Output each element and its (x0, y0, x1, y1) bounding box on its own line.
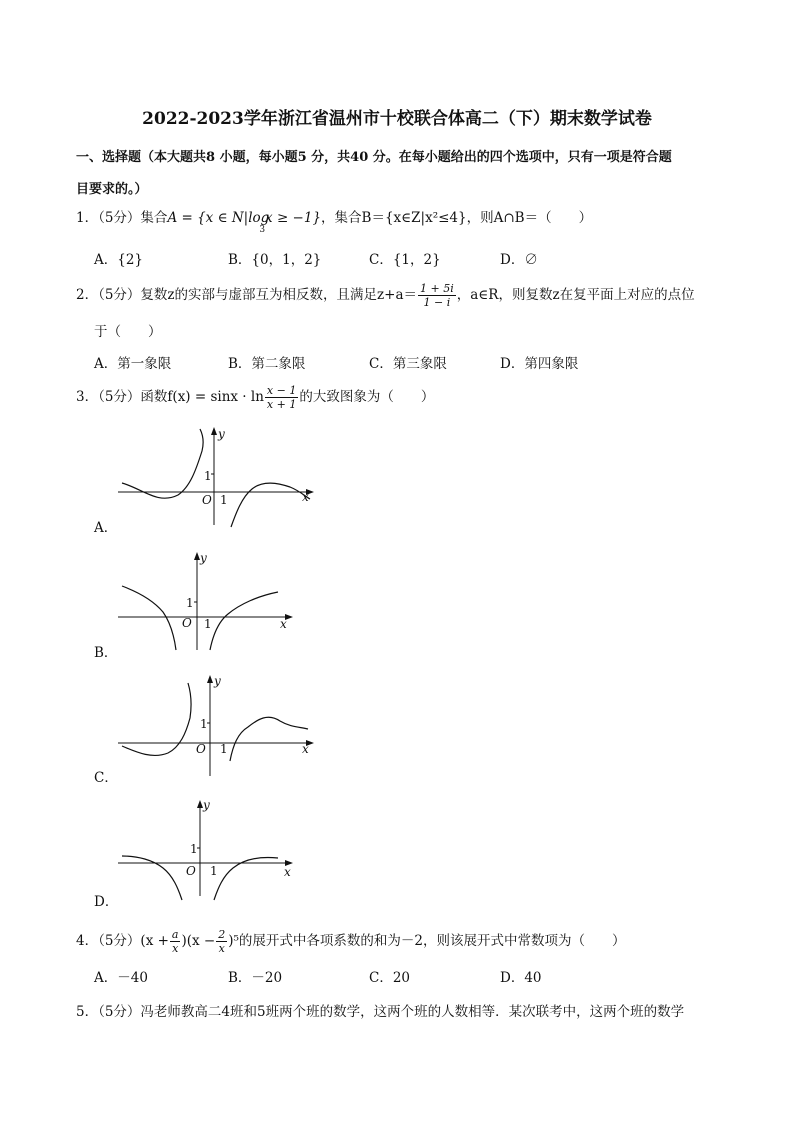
q4-text-c: )⁵的展开式中各项系数的和为－2，则该展开式中常数项为（ ） (228, 933, 626, 949)
q3-fraction-den: x + 1 (266, 398, 297, 411)
graph-c-x-label: x (302, 742, 309, 756)
graph-a-y-one: 1 (204, 469, 212, 483)
graph-b-x-label: x (280, 617, 287, 631)
q4-option-a[interactable]: A．－40 (94, 970, 148, 986)
graph-a-origin: O (202, 493, 212, 507)
q1-log-base: 3 (259, 225, 266, 235)
graph-c-origin: O (196, 742, 206, 756)
q3-text-b: 的大致图象为（ ） (299, 389, 435, 405)
graph-d-y-one: 1 (190, 842, 198, 856)
q2-option-c[interactable]: C．第三象限 (369, 356, 447, 372)
q2-fraction (418, 282, 456, 309)
q1-set-b: ，集合B＝{x∈Z|x²≤4}，则A∩B＝（ ） (321, 210, 593, 226)
section-heading-line2: 目要求的。） (76, 182, 148, 197)
q2-option-a[interactable]: A．第一象限 (94, 356, 172, 372)
question-2 (76, 282, 695, 309)
q1-option-b[interactable]: B．{0，1，2} (228, 252, 322, 268)
q4-option-b[interactable]: B．－20 (228, 970, 283, 986)
q3-option-b[interactable]: B． (94, 645, 118, 661)
q1-set-a-tail: x ≥ −1} (265, 210, 322, 226)
q3-text-a: 3．（5分）函数f(x) = sinx · ln (76, 389, 264, 405)
graph-a-x-one: 1 (220, 493, 228, 507)
graph-b-x-one: 1 (204, 617, 212, 631)
q3-fraction-num: x − 1 (266, 384, 297, 397)
graph-a-x-label: x (302, 490, 309, 504)
q4-fraction-1 (170, 928, 181, 955)
question-3 (76, 384, 434, 411)
q3-fraction (265, 384, 298, 411)
q4-option-c[interactable]: C．20 (369, 970, 411, 986)
q3-option-a[interactable]: A． (94, 520, 118, 536)
q2-fraction-den: 1 − i (423, 296, 451, 309)
graph-d-x-one: 1 (210, 864, 218, 878)
q1-prefix: 1．（5分）集合 (76, 210, 168, 226)
q2-line2: 于（ ） (94, 324, 162, 340)
q4-option-d[interactable]: D．40 (500, 970, 542, 986)
question-4 (76, 928, 626, 955)
graph-b-origin: O (182, 616, 192, 630)
q2-text-a: 2．（5分）复数z的实部与虚部互为相反数，且满足z+a＝ (76, 287, 418, 303)
graph-c-y-label: y (214, 674, 221, 688)
graph-b[interactable] (118, 550, 298, 655)
graph-c-y-one: 1 (200, 717, 208, 731)
q2-fraction-num: 1 + 5i (420, 282, 454, 295)
graph-c[interactable] (118, 673, 323, 783)
q3-option-d[interactable]: D． (94, 894, 119, 910)
q4-text-b: )(x − (181, 933, 216, 949)
q1-set-a: A = {x ∈ N|log (167, 210, 270, 226)
q2-text-b: ，a∈R，则复数z在复平面上对应的点位 (456, 287, 695, 303)
q1-option-a[interactable]: A．{2} (94, 252, 144, 268)
q4-fraction-1-den: x (172, 942, 179, 955)
q1-option-d[interactable]: D．∅ (500, 252, 538, 268)
q1-option-c[interactable]: C．{1，2} (369, 252, 441, 268)
graph-a[interactable] (118, 425, 323, 530)
graph-d[interactable] (118, 798, 298, 903)
q4-fraction-2-num: 2 (218, 928, 226, 941)
graph-b-y-one: 1 (186, 596, 194, 610)
q2-option-d[interactable]: D．第四象限 (500, 356, 579, 372)
q2-option-b[interactable]: B．第二象限 (228, 356, 306, 372)
q4-fraction-2 (216, 928, 227, 955)
section-heading-line1: 一、选择题（本大题共8 小题，每小题5 分，共40 分。在每小题给出的四个选项中，只有一项是符合题 (76, 150, 672, 165)
q3-option-c[interactable]: C． (94, 770, 118, 786)
page-title: 2022-2023学年浙江省温州市十校联合体高二（下）期末数学试卷 (142, 109, 652, 129)
q4-fraction-2-den: x (218, 942, 225, 955)
q4-text-a: 4．（5分）(x + (76, 933, 169, 949)
graph-d-x-label: x (284, 865, 291, 879)
graph-b-y-label: y (200, 551, 207, 565)
q4-fraction-1-num: a (171, 928, 179, 941)
graph-d-origin: O (186, 864, 196, 878)
graph-d-y-label: y (203, 798, 210, 812)
question-1 (76, 206, 593, 235)
question-5: 5．（5分）冯老师教高二4班和5班两个班的数学，这两个班的人数相等．某次联考中，这两个班的数学 (76, 1004, 685, 1020)
graph-a-y-label: y (218, 427, 225, 441)
graph-c-x-one: 1 (220, 742, 228, 756)
